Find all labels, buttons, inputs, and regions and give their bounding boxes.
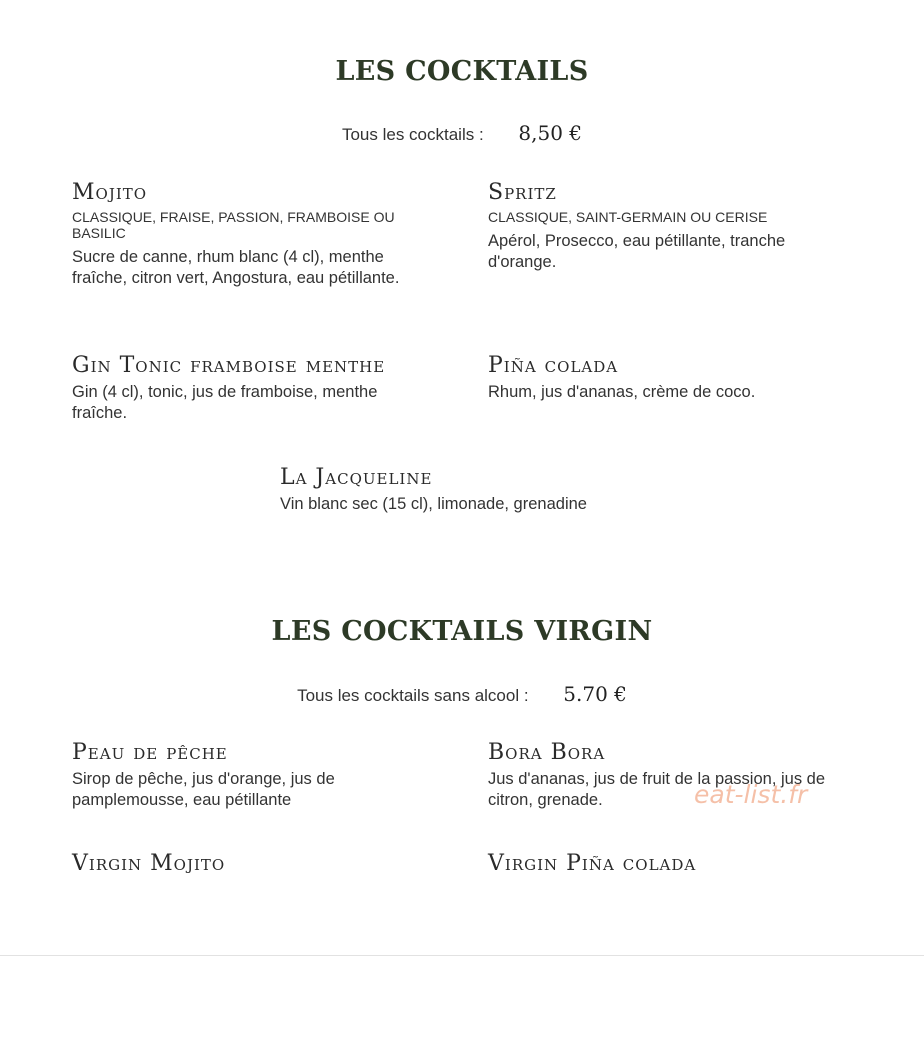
menu-item-bora-bora: [488, 740, 858, 811]
price-label: Tous les cocktails :: [341, 125, 484, 144]
menu-item-mojito: [72, 180, 442, 289]
item-name: Bora Bora: [488, 740, 606, 765]
item-name: Virgin Mojito: [72, 851, 226, 876]
menu-item-virgin-pina-colada: [488, 851, 858, 880]
price-line-virgin: [0, 682, 924, 706]
menu-item-la-jacqueline: [280, 465, 650, 515]
price-line-cocktails: [0, 121, 924, 145]
item-name: Virgin Piña colada: [488, 851, 697, 876]
item-description: Jus d'ananas, jus de fruit de la passion, jus de citron, grenade.: [488, 770, 826, 809]
item-name: Spritz: [488, 180, 557, 205]
item-description: Gin (4 cl), tonic, jus de framboise, menthe fraîche.: [72, 383, 378, 422]
menu-item-virgin-mojito: [72, 851, 442, 880]
item-description: Sirop de pêche, jus d'orange, jus de pamplemousse, eau pétillante: [72, 770, 335, 809]
watermark: eat-list.fr: [694, 780, 808, 809]
item-name: Peau de pêche: [72, 740, 228, 765]
price-label: Tous les cocktails sans alcool :: [297, 686, 529, 705]
menu-item-spritz: [488, 180, 858, 273]
divider: [0, 955, 924, 956]
menu-item-peau-de-peche: [72, 740, 442, 811]
section-title-virgin: LES COCKTAILS VIRGIN: [271, 616, 653, 647]
item-description: Sucre de canne, rhum blanc (4 cl), menthe fraîche, citron vert, Angostura, eau pétillante.: [72, 248, 400, 287]
menu-item-pina-colada: [488, 353, 858, 403]
item-name: Mojito: [72, 180, 148, 205]
item-description: Apérol, Prosecco, eau pétillante, tranche d'orange.: [488, 232, 786, 271]
price-value: 8,50 €: [518, 121, 583, 145]
item-description: Vin blanc sec (15 cl), limonade, grenadine: [280, 495, 587, 513]
item-name: Piña colada: [488, 353, 619, 378]
item-name: La Jacqueline: [280, 465, 433, 490]
item-variants: CLASSIQUE, FRAISE, PASSION, FRAMBOISE OU BASILIC: [72, 209, 395, 241]
item-name: Gin Tonic framboise menthe: [72, 353, 386, 378]
item-variants: CLASSIQUE, SAINT-GERMAIN OU CERISE: [488, 209, 768, 225]
section-title-cocktails: LES COCKTAILS: [335, 56, 589, 87]
price-value: 5.70 €: [563, 682, 627, 706]
menu-item-gin-tonic: [72, 353, 442, 424]
item-description: Rhum, jus d'ananas, crème de coco.: [488, 383, 756, 401]
